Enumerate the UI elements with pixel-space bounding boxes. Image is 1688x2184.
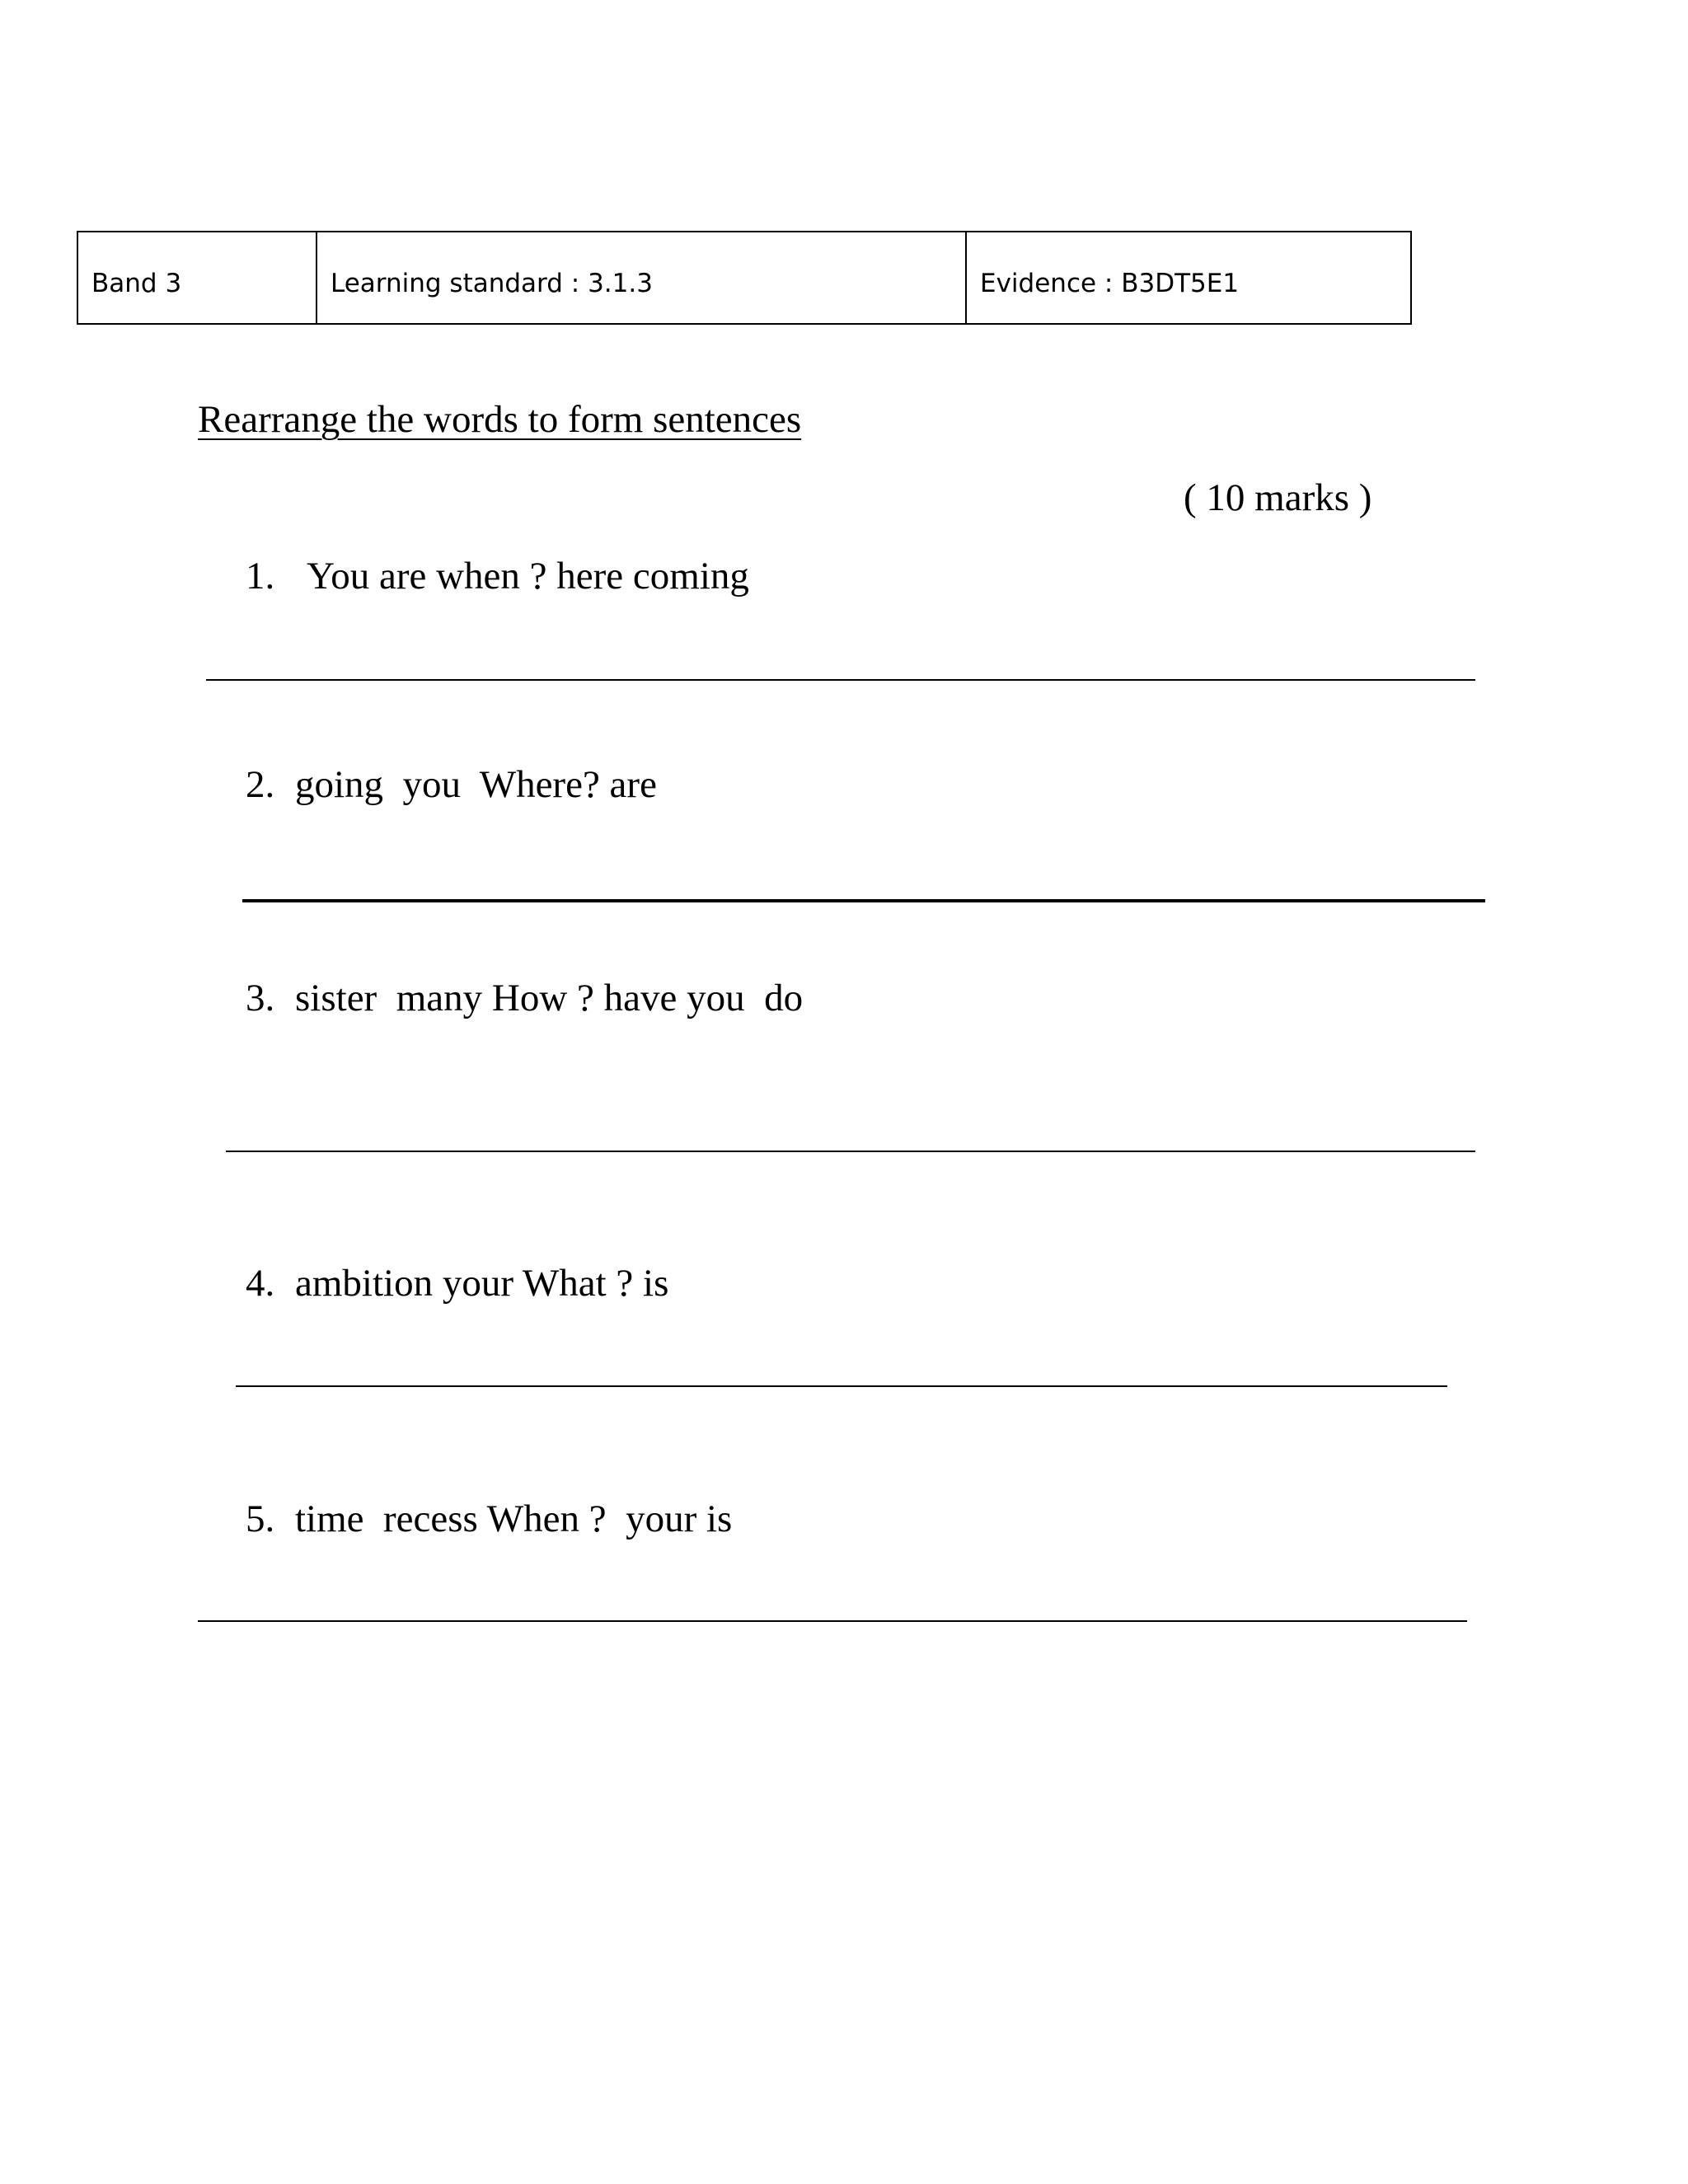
question-4	[246, 1261, 668, 1305]
marks-label: ( 10 marks )	[1184, 476, 1372, 519]
question-2	[246, 762, 657, 807]
question-number: 5.	[246, 1497, 275, 1540]
answer-line-5[interactable]	[198, 1620, 1467, 1622]
instruction-heading: Rearrange the words to form sentences	[198, 398, 802, 441]
question-number: 2.	[246, 763, 275, 806]
question-1	[246, 554, 749, 598]
question-number: 3.	[246, 977, 275, 1019]
question-text: You are when ? here coming	[307, 555, 749, 598]
question-5	[246, 1497, 732, 1541]
question-number: 4.	[246, 1262, 275, 1305]
answer-line-3[interactable]	[226, 1151, 1475, 1152]
answer-line-1[interactable]	[206, 679, 1475, 681]
question-text: time recess When ? your is	[295, 1497, 733, 1540]
band-cell: Band 3	[77, 232, 316, 324]
header-table	[77, 231, 1412, 325]
question-number: 1.	[246, 555, 275, 598]
evidence-cell: Evidence : B3DT5E1	[966, 232, 1411, 324]
question-text: sister many How ? have you do	[295, 977, 804, 1019]
header-row	[77, 232, 1411, 324]
answer-line-2[interactable]	[242, 899, 1485, 902]
question-text: ambition your What ? is	[295, 1262, 669, 1305]
question-text: going you Where? are	[295, 763, 657, 806]
question-3	[246, 976, 803, 1020]
learning-standard-cell: Learning standard : 3.1.3	[316, 232, 966, 324]
answer-line-4[interactable]	[236, 1385, 1447, 1387]
